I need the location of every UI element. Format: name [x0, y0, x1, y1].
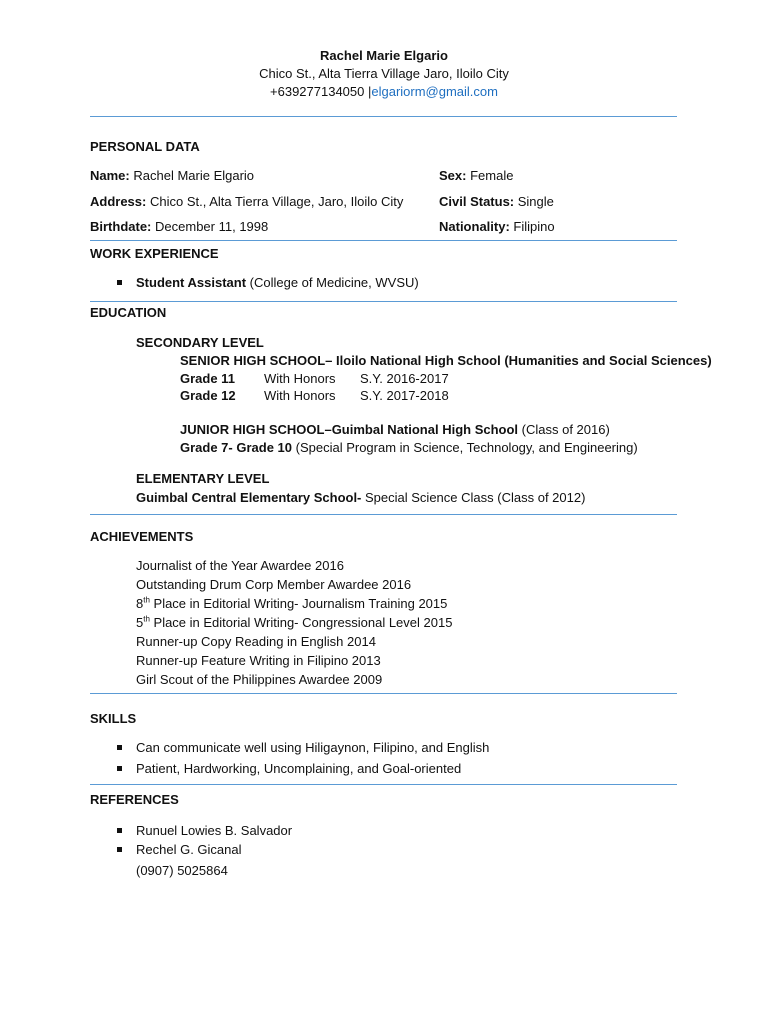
bullet-icon: [117, 745, 122, 750]
personal-nationality: [439, 218, 555, 235]
achievement-item: [136, 614, 452, 631]
work-item: [136, 274, 419, 291]
reference-item: Runuel Lowies B. Salvador: [136, 823, 293, 838]
grade-12: Grade 12: [180, 388, 236, 403]
shs-label: SENIOR HIGH SCHOOL–: [180, 353, 333, 368]
junior-high-grades: [180, 439, 638, 456]
nationality-value: Filipino: [513, 219, 555, 234]
jhs-grade: Grade 7- Grade 10: [180, 440, 292, 455]
ordinal-number: 5: [136, 615, 144, 630]
section-divider: [90, 514, 677, 515]
work-detail: (College of Medicine, WVSU): [249, 275, 419, 290]
address-label: Address:: [90, 194, 147, 209]
achievement-item: [136, 595, 447, 612]
elementary-line: [136, 489, 585, 506]
personal-name: [90, 167, 254, 184]
resume-name: Rachel Marie Elgario: [320, 48, 448, 63]
achievement-item: Journalist of the Year Awardee 2016: [136, 558, 344, 573]
grade-11-sy: S.Y. 2016-2017: [360, 371, 449, 386]
sex-value: Female: [470, 168, 514, 183]
achievements-heading: ACHIEVEMENTS: [90, 529, 194, 544]
jhs-year: (Class of 2016): [521, 422, 610, 437]
references-heading: REFERENCES: [90, 792, 179, 807]
bullet-icon: [117, 847, 122, 852]
elementary-level-heading: ELEMENTARY LEVEL: [136, 471, 270, 486]
personal-data-heading: PERSONAL DATA: [90, 139, 200, 154]
address-value: Chico St., Alta Tierra Village, Jaro, Iloilo City: [149, 194, 404, 209]
birthdate-label: Birthdate:: [90, 219, 152, 234]
work-title: Student Assistant: [136, 275, 247, 290]
ordinal-suffix: th: [143, 595, 150, 605]
bullet-icon: [117, 280, 122, 285]
achievement-text: Place in Editorial Writing- Congressional Level 2015: [149, 615, 453, 630]
grade-11-honor: With Honors: [264, 371, 336, 386]
skills-heading: SKILLS: [90, 711, 137, 726]
personal-sex: [439, 167, 513, 184]
reference-item: Rechel G. Gicanal: [136, 842, 242, 857]
civil-status-value: Single: [517, 194, 554, 209]
elem-school: Guimbal Central Elementary School-: [136, 490, 362, 505]
jhs-school: Guimbal National High School: [331, 422, 519, 437]
jhs-program: (Special Program in Science, Technology, and Engineering): [295, 440, 638, 455]
work-experience-heading: WORK EXPERIENCE: [90, 246, 219, 261]
senior-high-line: [180, 352, 712, 369]
achievement-item: Outstanding Drum Corp Member Awardee 2016: [136, 577, 412, 592]
section-divider: [90, 116, 677, 117]
sex-label: Sex:: [439, 168, 467, 183]
education-heading: EDUCATION: [90, 305, 167, 320]
achievement-item: Runner-up Feature Writing in Filipino 2013: [136, 653, 381, 668]
elem-class: Special Science Class: [365, 490, 494, 505]
achievement-text: Place in Editorial Writing- Journalism Training 2015: [149, 596, 448, 611]
birthdate-value: December 11, 1998: [155, 219, 269, 234]
achievement-item: Girl Scout of the Philippines Awardee 2009: [136, 672, 383, 687]
name-value: Rachel Marie Elgario: [133, 168, 255, 183]
section-divider: [90, 693, 677, 694]
grade-11: Grade 11: [180, 371, 235, 386]
bullet-icon: [117, 766, 122, 771]
bullet-icon: [117, 828, 122, 833]
ordinal-number: 8: [136, 596, 144, 611]
email-link[interactable]: elgariorm@gmail.com: [371, 84, 498, 99]
shs-school: Iloilo National High School (Humanities and Social Sciences): [336, 353, 712, 368]
nationality-label: Nationality:: [439, 219, 510, 234]
grade-12-honor: With Honors: [264, 388, 336, 403]
name-label: Name:: [90, 168, 130, 183]
personal-civil-status: [439, 193, 554, 210]
jhs-label: JUNIOR HIGH SCHOOL–: [180, 422, 332, 437]
elem-year: (Class of 2012): [497, 490, 586, 505]
header-address: Chico St., Alta Tierra Village Jaro, Iloilo City: [259, 66, 509, 81]
civil-status-label: Civil Status:: [439, 194, 515, 209]
header-phone: +639277134050 |: [270, 84, 372, 99]
section-divider: [90, 240, 677, 241]
skill-item: Can communicate well using Hiligaynon, Filipino, and English: [136, 740, 490, 755]
junior-high-line: [180, 421, 610, 438]
reference-phone: (0907) 5025864: [136, 863, 228, 878]
grade-12-sy: S.Y. 2017-2018: [360, 388, 449, 403]
skill-item: Patient, Hardworking, Uncomplaining, and Goal-oriented: [136, 761, 462, 776]
header-contact: [0, 83, 768, 100]
section-divider: [90, 301, 677, 302]
section-divider: [90, 784, 677, 785]
personal-birthdate: [90, 218, 268, 235]
achievement-item: Runner-up Copy Reading in English 2014: [136, 634, 376, 649]
ordinal-suffix: th: [143, 614, 150, 624]
secondary-level-heading: SECONDARY LEVEL: [136, 335, 264, 350]
personal-address: [90, 193, 403, 210]
